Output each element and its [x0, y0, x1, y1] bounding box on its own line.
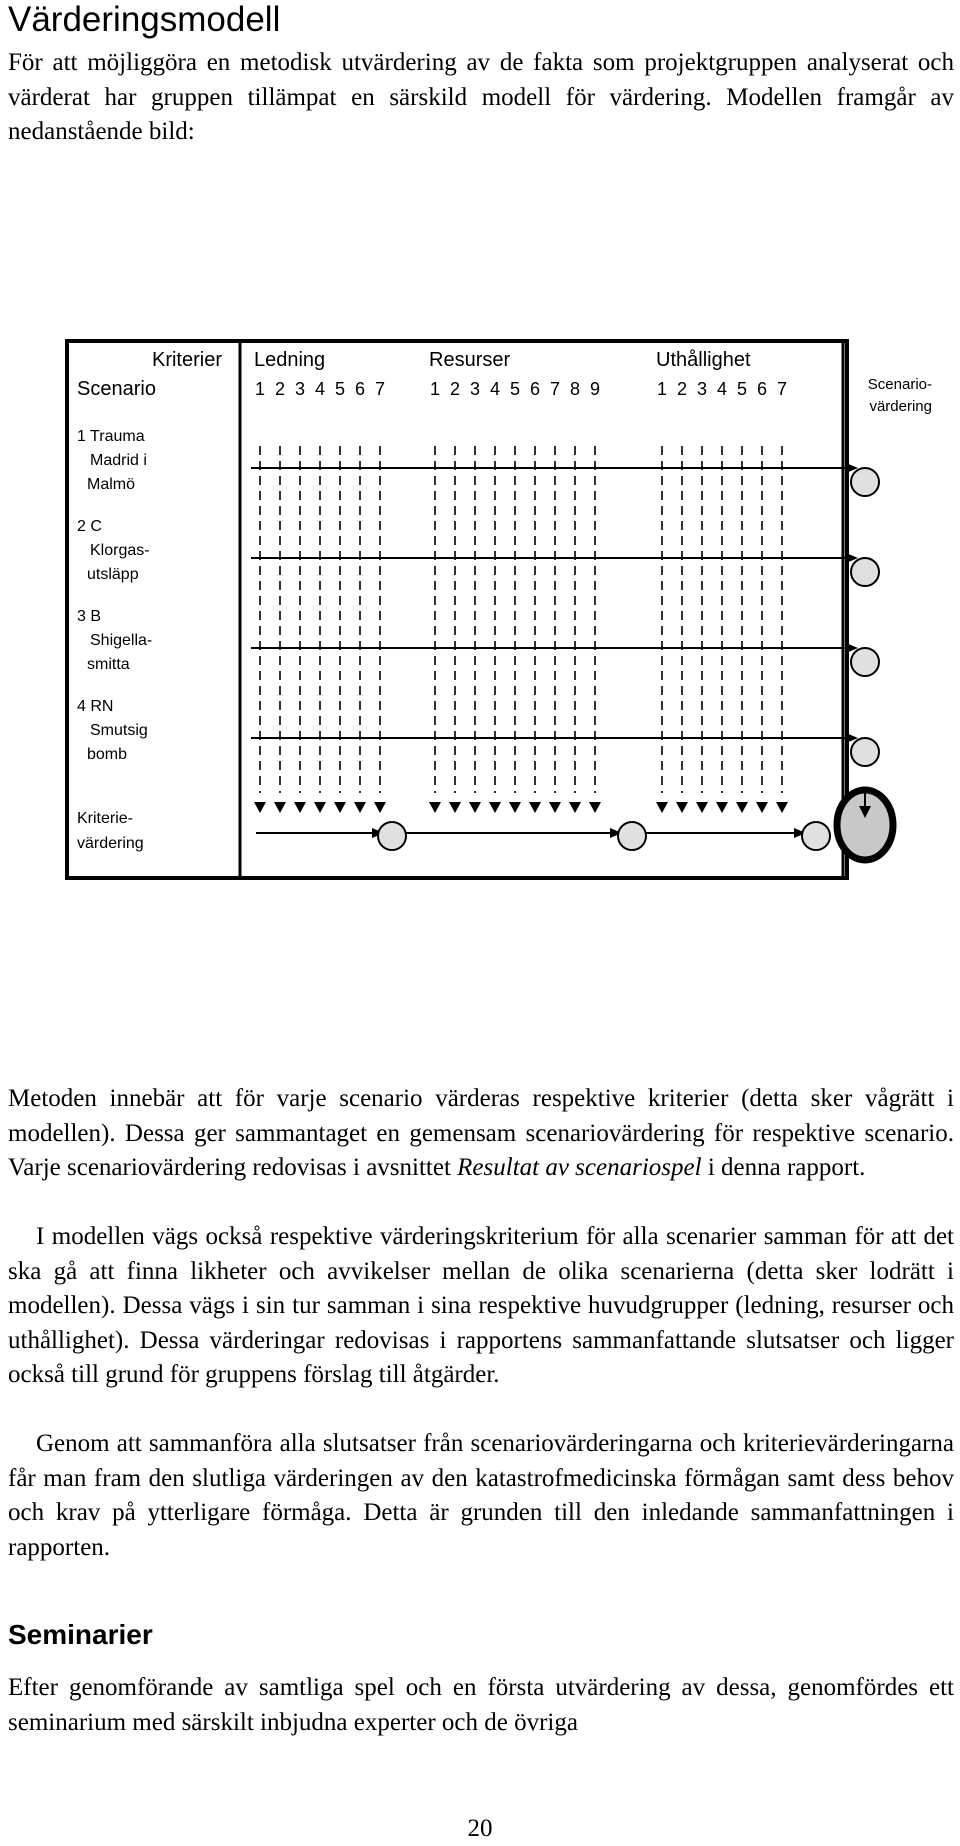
column-arrowhead	[374, 802, 386, 813]
column-arrowhead	[736, 802, 748, 813]
group-label-3: Uthållighet	[656, 349, 751, 371]
criterion-number: 1	[254, 379, 266, 399]
column-arrowhead	[696, 802, 708, 813]
kriterievardering-label-line1: Kriterie-	[77, 810, 134, 827]
seminar-paragraph: Efter genomförande av samtliga spel och en första utvärdering av dessa, genomfördes ett seminarium med särskilt inbjudna experter och de övriga	[8, 1674, 954, 1736]
criterion-number: 4	[314, 379, 326, 399]
column-arrowhead	[676, 802, 688, 813]
scenario-1-label-line3: Malmö	[87, 476, 136, 493]
criteria-columns	[254, 446, 788, 813]
scenario-evaluation-circle	[851, 648, 879, 676]
column-arrowhead	[469, 802, 481, 813]
column-arrowhead	[489, 802, 501, 813]
scenario-label: Scenario	[77, 378, 156, 400]
column-arrowhead	[334, 802, 346, 813]
column-arrowhead	[716, 802, 728, 813]
page-number: 20	[467, 1815, 493, 1842]
criterion-number: 1	[429, 379, 441, 399]
criterion-number: 2	[274, 379, 286, 399]
method-text-end: i denna rapport.	[701, 1154, 866, 1181]
criterion-number: 3	[469, 379, 481, 399]
scenario-evaluation-circle	[851, 558, 879, 586]
criteria-evaluation-circle	[618, 822, 646, 850]
kriterier-label: Kriterier	[151, 349, 222, 371]
column-arrowhead	[776, 802, 788, 813]
scenario-2-label-line3: utsläpp	[87, 566, 139, 583]
criterion-number: 9	[589, 379, 601, 399]
column-arrowhead	[509, 802, 521, 813]
criteria-evaluation-circle	[378, 822, 406, 850]
scenario-4-label-line2: Smutsig	[90, 722, 148, 739]
criteria-evaluation-circle	[802, 822, 830, 850]
diagram-frame	[67, 341, 847, 878]
report-section-title: Resultat av scenariospel	[457, 1154, 702, 1181]
criterion-number: 2	[676, 379, 688, 399]
column-arrowhead	[254, 802, 266, 813]
method-text-start: Metoden innebär att för varje scenario värderas respektive kriterier (detta sker vågrätt i modellen). Dessa ger sammantaget en gemensam scenariovärdering för respektive scenario. Varje scenariovärdering redovisas i avsnittet	[8, 1085, 954, 1181]
conclusion-paragraph: Genom att sammanföra alla slutsatser från scenariovärderingarna och kriterievärderingarna får man fram den slutliga värderingen av den katastrofmedicinska förmågan samt dess behov och krav på ytterligare förmåga. Detta är grunden till den inledande sammanfattningen i rapporten.	[8, 1430, 954, 1561]
criterion-number: 5	[334, 379, 346, 399]
group-label-1: Ledning	[254, 349, 326, 371]
scenario-evaluation-circle	[851, 738, 879, 766]
column-arrowhead	[756, 802, 768, 813]
scenario-1-label-line1: 1 Trauma	[77, 428, 145, 445]
scenario-3-label-line1: 3 B	[77, 608, 102, 625]
criterion-number: 6	[756, 379, 768, 399]
kriterievardering-label-line2: värdering	[77, 835, 144, 852]
criterion-number: 7	[549, 379, 561, 399]
intro-paragraph: För att möjliggöra en metodisk utvärdering av de fakta som projektgruppen analyserat och värderat har gruppen tillämpat en särskild modell för värdering. Modellen framgår av nedanstående bild:	[8, 49, 954, 145]
column-arrowhead	[589, 802, 601, 813]
criterion-number: 1	[656, 379, 668, 399]
column-arrowhead	[294, 802, 306, 813]
column-arrowhead	[429, 802, 441, 813]
scenariovardering-label-line2: värdering	[869, 398, 932, 415]
criterion-number: 7	[776, 379, 788, 399]
scenario-3-label-line3: smitta	[87, 656, 130, 673]
criterion-number: 7	[374, 379, 386, 399]
column-arrowhead	[449, 802, 461, 813]
column-arrowhead	[274, 802, 286, 813]
column-arrowhead	[569, 802, 581, 813]
column-arrowhead	[656, 802, 668, 813]
criterion-number: 6	[354, 379, 366, 399]
criterion-number: 5	[509, 379, 521, 399]
column-arrowhead	[354, 802, 366, 813]
group-label-2: Resurser	[429, 349, 511, 371]
criterion-number: 3	[696, 379, 708, 399]
scenario-evaluation-circle	[851, 468, 879, 496]
criterion-number: 4	[716, 379, 728, 399]
page-heading: Värderingsmodell	[8, 0, 281, 39]
scenario-2-label-line2: Klorgas-	[90, 542, 150, 559]
weighting-paragraph: I modellen vägs också respektive värderingskriterium för alla scenarier samman för att det ska gå att finna likheter och avvikelser mellan de olika scenarierna (detta sker lodrätt i modellen). Dessa vägs i sin tur samman i sina respektive huvudgrupper (ledning, resurser och uthållighet). Dessa värderingar redovisas i rapportens sammanfattande slutsatser och ligger också till grund för gruppens förslag till åtgärder.	[8, 1223, 954, 1388]
scenario-4-label-line1: 4 RN	[77, 698, 114, 715]
criterion-number: 8	[569, 379, 581, 399]
criterion-number: 3	[294, 379, 306, 399]
diagram-labels	[77, 349, 932, 852]
scenario-3-label-line2: Shigella-	[90, 632, 153, 649]
method-paragraph	[8, 1082, 954, 1186]
criterion-number: 6	[529, 379, 541, 399]
criterion-number: 4	[489, 379, 501, 399]
column-arrowhead	[529, 802, 541, 813]
scenario-4-label-line3: bomb	[87, 746, 128, 763]
criterion-number: 5	[736, 379, 748, 399]
section-heading-seminarier: Seminarier	[8, 1619, 153, 1650]
column-arrowhead	[314, 802, 326, 813]
scenario-1-label-line2: Madrid i	[90, 452, 147, 469]
scenario-2-label-line1: 2 C	[77, 518, 102, 535]
scenariovardering-label-line1: Scenario-	[867, 376, 932, 393]
evaluation-arrows	[251, 463, 893, 860]
column-arrowhead	[549, 802, 561, 813]
criterion-number: 2	[449, 379, 461, 399]
